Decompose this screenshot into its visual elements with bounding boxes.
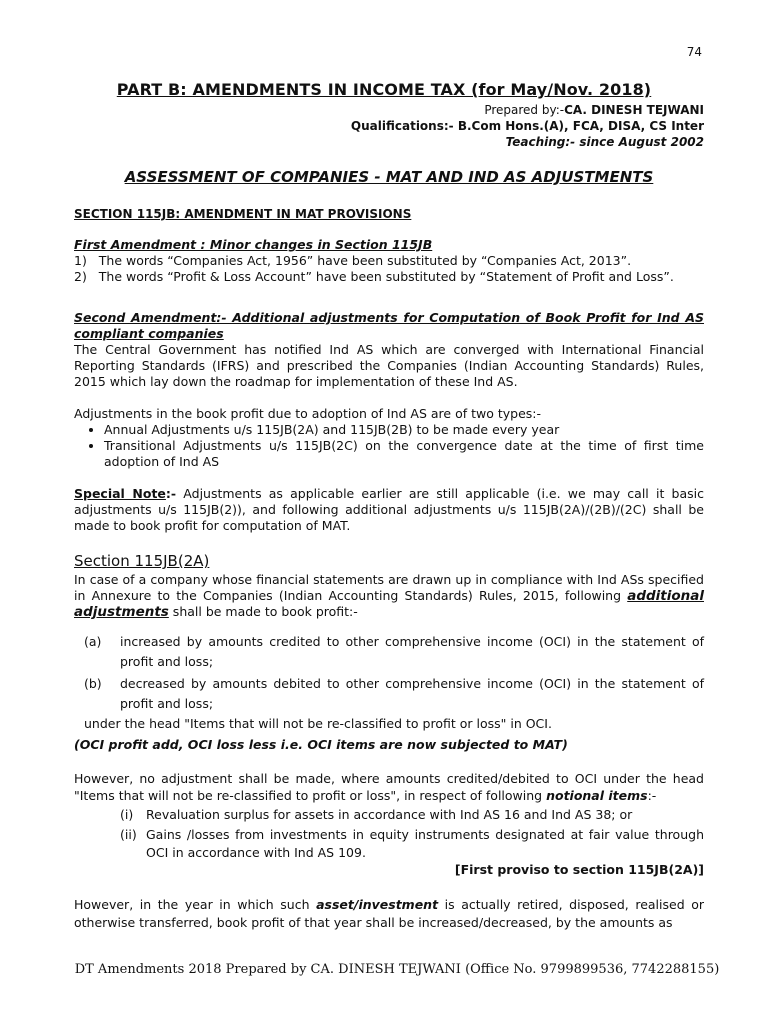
additional-adjustments-emph: additional adjustments (74, 588, 704, 620)
special-note-text: Adjustments as applicable earlier are still applicable (i.e. we may call it basic adjustments u/s 115JB(2)), and following additional adjustments u/s 115JB(2A)/(2B)/(2C) shall be made to book profit for computation of MAT. (74, 486, 704, 533)
adjustments-intro: Adjustments in the book profit due to adoption of Ind AS are of two types:- (74, 406, 541, 421)
adjustment-item-b: (b) decreased by amounts debited to other comprehensive income (OCI) in the statement of profit and loss; (84, 676, 704, 711)
second-amendment-title: Second Amendment:- Additional adjustments for Computation of Book Profit for Ind AS compliant companies (74, 310, 704, 341)
adjustment-item-a: (a) increased by amounts credited to other comprehensive income (OCI) in the statement of profit and loss; (84, 634, 704, 669)
second-amendment (74, 310, 704, 390)
section-heading: SECTION 115JB: AMENDMENT IN MAT PROVISIONS (74, 207, 412, 221)
notional-items-emph: notional items (546, 788, 648, 803)
special-note-label: Special Note (74, 486, 166, 501)
proviso-reference: [First proviso to section 115JB(2A)] (454, 862, 704, 877)
page-title: PART B: AMENDMENTS IN INCOME TAX (for May/Nov. 2018) (116, 80, 652, 99)
section-2a-intro: In case of a company whose financial statements are drawn up in compliance with Ind ASs specified in Annexure to the Companies (Indian Accounting Standards) Rules, 2015, following additional adjustments shall be made to book profit:- (74, 572, 704, 620)
adjustment-bullet: • Annual Adjustments u/s 115JB(2A) and 115JB(2B) to be made every year (104, 422, 704, 438)
main-heading: ASSESSMENT OF COMPANIES - MAT AND IND AS ADJUSTMENTS (124, 168, 654, 186)
qualifications: Qualifications:- B.Com Hons.(A), FCA, DISA, CS Inter (350, 119, 704, 133)
page-number: 74 (686, 45, 702, 59)
adjustment-bullet: • Transitional Adjustments u/s 115JB(2C) on the convergence date at the time of first time adoption of Ind AS (104, 438, 704, 470)
prepared-by-line (484, 102, 704, 118)
prepared-by-label: Prepared by:- (484, 103, 565, 117)
notional-item-ii: (ii) Gains /losses from investments in equity instruments designated at fair value through OCI in accordance with Ind AS 109. (120, 827, 704, 860)
notional-item-i: (i) Revaluation surplus for assets in accordance with Ind AS 16 and Ind AS 38; or (120, 807, 633, 822)
however-notional: However, no adjustment shall be made, where amounts credited/debited to OCI under the head "Items that will not be re-classified to profit or loss", in respect of following notional items:- (74, 771, 704, 803)
under-head-note: under the head "Items that will not be re-classified to profit or loss" in OCI. (84, 716, 552, 731)
asset-investment-emph: asset/investment (316, 897, 439, 912)
prepared-by-name: CA. DINESH TEJWANI (564, 103, 704, 117)
amendment-item: 2) The words “Profit & Loss Account” have been substituted by “Statement of Profit and Loss”. (74, 269, 674, 284)
second-amendment-para: The Central Government has notified Ind AS which are converged with International Financial Reporting Standards (IFRS) and prescribed the Companies (Indian Accounting Standards) Rules, 2015 which lay down the roadmap for implementation of these Ind AS. (74, 342, 704, 389)
first-amendment (74, 237, 704, 285)
however-asset: However, in the year in which such asset/investment is actually retired, disposed, realised or otherwise transferred, book profit of that year shall be increased/decreased, by the amounts as (74, 897, 704, 930)
adjustments-section (74, 406, 704, 470)
teaching: Teaching:- since August 2002 (505, 135, 704, 149)
special-note: Special Note:- Adjustments as applicable earlier are still applicable (i.e. we may call it basic adjustments u/s 115JB(2)), and following additional adjustments u/s 115JB(2A)/(2B)/(2C) shall be made to book profit for computation of MAT. (74, 486, 704, 533)
oci-note: (OCI profit add, OCI loss less i.e. OCI items are now subjected to MAT) (74, 737, 568, 752)
section-2a-title: Section 115JB(2A) (74, 552, 210, 570)
first-amendment-title: First Amendment : Minor changes in Section 115JB (74, 237, 433, 252)
page-footer: DT Amendments 2018 Prepared by CA. DINESH TEJWANI (Office No. 9799899536, 7742288155) (74, 962, 720, 977)
amendment-item: 1) The words “Companies Act, 1956” have been substituted by “Companies Act, 2013”. (74, 253, 632, 268)
